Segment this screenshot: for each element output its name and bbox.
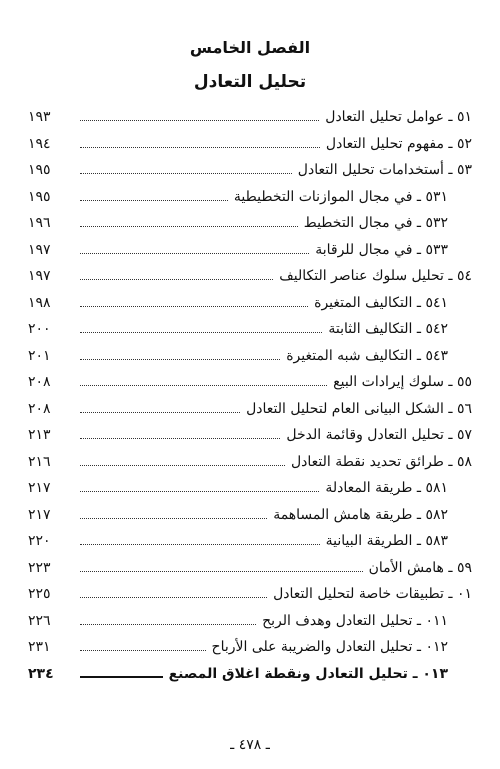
toc-entry-title: ٠١١ ـ تحليل التعادل وهدف الربح [262, 612, 448, 629]
toc-entry [28, 180, 472, 206]
toc-entry [28, 630, 472, 656]
toc-dot-leader [80, 465, 285, 466]
toc-dot-leader [80, 279, 273, 280]
toc-dot-leader [80, 438, 280, 439]
toc-entry-page: ١٩٧ [28, 268, 51, 284]
toc-entry-title: ٥١ ـ عوامل تحليل التعادل [325, 109, 472, 125]
toc-entry-page: ١٩٧ [28, 241, 51, 258]
toc-entry-page: ٢٢٦ [28, 612, 51, 629]
toc-dot-leader [80, 624, 256, 625]
toc-entry-page: ٢٢٣ [28, 559, 51, 576]
toc-entry-page: ١٩٣ [28, 109, 51, 125]
toc-dot-leader [80, 359, 280, 360]
toc-entry-page: ٢٢٠ [28, 533, 51, 549]
toc-entry-page: ٢٣٤ [28, 665, 54, 682]
toc-entry-title: ٥٣٣ ـ في مجال للرقابة [315, 241, 448, 258]
toc-entry [28, 577, 472, 603]
toc-entry-title: ٥٤١ ـ التكاليف المتغيرة [314, 294, 448, 311]
toc-dot-leader [80, 253, 309, 254]
page-number-footer: ـ ٤٧٨ ـ [230, 737, 270, 753]
toc-dot-leader [80, 306, 308, 307]
toc-entry [28, 312, 472, 338]
toc-entry [28, 445, 472, 471]
toc-dot-leader [80, 571, 363, 572]
toc-entry [28, 657, 472, 683]
toc-entry-page: ٢٠٠ [28, 321, 51, 337]
toc-entry [28, 524, 472, 550]
toc-entry-title: ٥٣ ـ أستخدامات تحليل التعادل [297, 162, 472, 178]
toc-entry-title: ٥٣١ ـ في مجال الموازنات التخطيطية [233, 188, 448, 205]
toc-dot-leader [80, 518, 267, 519]
toc-entry-title: ٥٨١ ـ طريقة المعادلة [325, 480, 448, 496]
toc-entry [28, 604, 472, 630]
toc-entry-page: ٢٣١ [28, 639, 51, 655]
toc-entry [28, 498, 472, 524]
toc-entry-title: ٥٧ ـ تحليل التعادل وقائمة الدخل [286, 427, 472, 443]
toc-entry [28, 153, 472, 179]
toc-entry [28, 100, 472, 126]
toc-entry-title: ٥٥ ـ سلوك إيرادات البيع [333, 374, 472, 390]
toc-entry-title: ٠١ ـ تطبيقات خاصة لتحليل التعادل [273, 586, 472, 602]
toc-entry-title: ٥٦ ـ الشكل البيانى العام لتحليل التعادل [246, 400, 472, 417]
toc-dot-leader [80, 147, 320, 148]
toc-dot-leader [80, 544, 320, 545]
toc-dot-leader [80, 491, 319, 492]
toc-entry-page: ٢١٧ [28, 480, 51, 496]
chapter-title: الفصل الخامس [189, 38, 311, 57]
toc-entry-title: ٠١٢ ـ تحليل التعادل والضريبة على الأرباح [211, 639, 448, 655]
toc-entry-title: ٥٩ ـ هامش الأمان [368, 559, 472, 576]
toc-entry-title: ٥٢ ـ مفهوم تحليل التعادل [325, 135, 472, 152]
toc-entry-title: ٥٨ ـ طرائق تحديد نقطة التعادل [290, 453, 472, 470]
toc-entry [28, 206, 472, 232]
toc-entry-title: ٥٨٣ ـ الطريقة البيانية [325, 533, 448, 549]
toc-dot-leader [80, 226, 298, 227]
toc-dot-leader [80, 120, 319, 121]
toc-entry [28, 418, 472, 444]
toc-dot-leader [80, 676, 163, 678]
toc-entry-page: ٢٢٥ [28, 586, 51, 602]
toc-dot-leader [80, 200, 228, 201]
toc-entry-title: ٥٨٢ ـ طريقة هامش المساهمة [273, 506, 448, 523]
toc-dot-leader [80, 412, 240, 413]
toc-entry-page: ٢٠٨ [28, 374, 51, 390]
toc-entry [28, 233, 472, 259]
toc-entry-page: ٢١٣ [28, 427, 51, 443]
toc-entry-page: ١٩٥ [28, 188, 51, 205]
toc-entry-page: ٢١٧ [28, 506, 51, 523]
toc-entry [28, 392, 472, 418]
toc-entry-page: ٢٠٨ [28, 400, 51, 417]
toc-entry [28, 259, 472, 285]
toc-entry-page: ١٩٤ [28, 135, 51, 152]
toc-entry [28, 551, 472, 577]
toc-dot-leader [80, 650, 206, 651]
chapter-subtitle: تحليل التعادل [193, 72, 307, 92]
toc-entry [28, 286, 472, 312]
toc-entry [28, 339, 472, 365]
toc-entry-title: ٥٤٣ ـ التكاليف شبه المتغيرة [286, 347, 448, 364]
toc-dot-leader [80, 597, 267, 598]
toc-entry [28, 471, 472, 497]
toc-entry-page: ١٩٨ [28, 294, 51, 311]
toc-entry-title: ٥٤٢ ـ التكاليف الثابتة [328, 321, 448, 337]
toc-dot-leader [80, 332, 322, 333]
toc-dot-leader [80, 173, 292, 174]
toc-entry-title: ٠١٣ ـ تحليل التعادل ونقطة اغلاق المصنع [168, 665, 448, 682]
toc-entry-page: ١٩٥ [28, 162, 51, 178]
toc-entry-page: ١٩٦ [28, 215, 51, 231]
toc-entry-title: ٥٤ ـ تحليل سلوك عناصر التكاليف [279, 268, 472, 284]
toc-entry-page: ٢٠١ [28, 347, 51, 364]
toc-dot-leader [80, 385, 327, 386]
toc-entry [28, 365, 472, 391]
toc-entry-page: ٢١٦ [28, 453, 51, 470]
toc-entry [28, 127, 472, 153]
toc-entry-title: ٥٣٢ ـ في مجال التخطيط [303, 215, 448, 231]
